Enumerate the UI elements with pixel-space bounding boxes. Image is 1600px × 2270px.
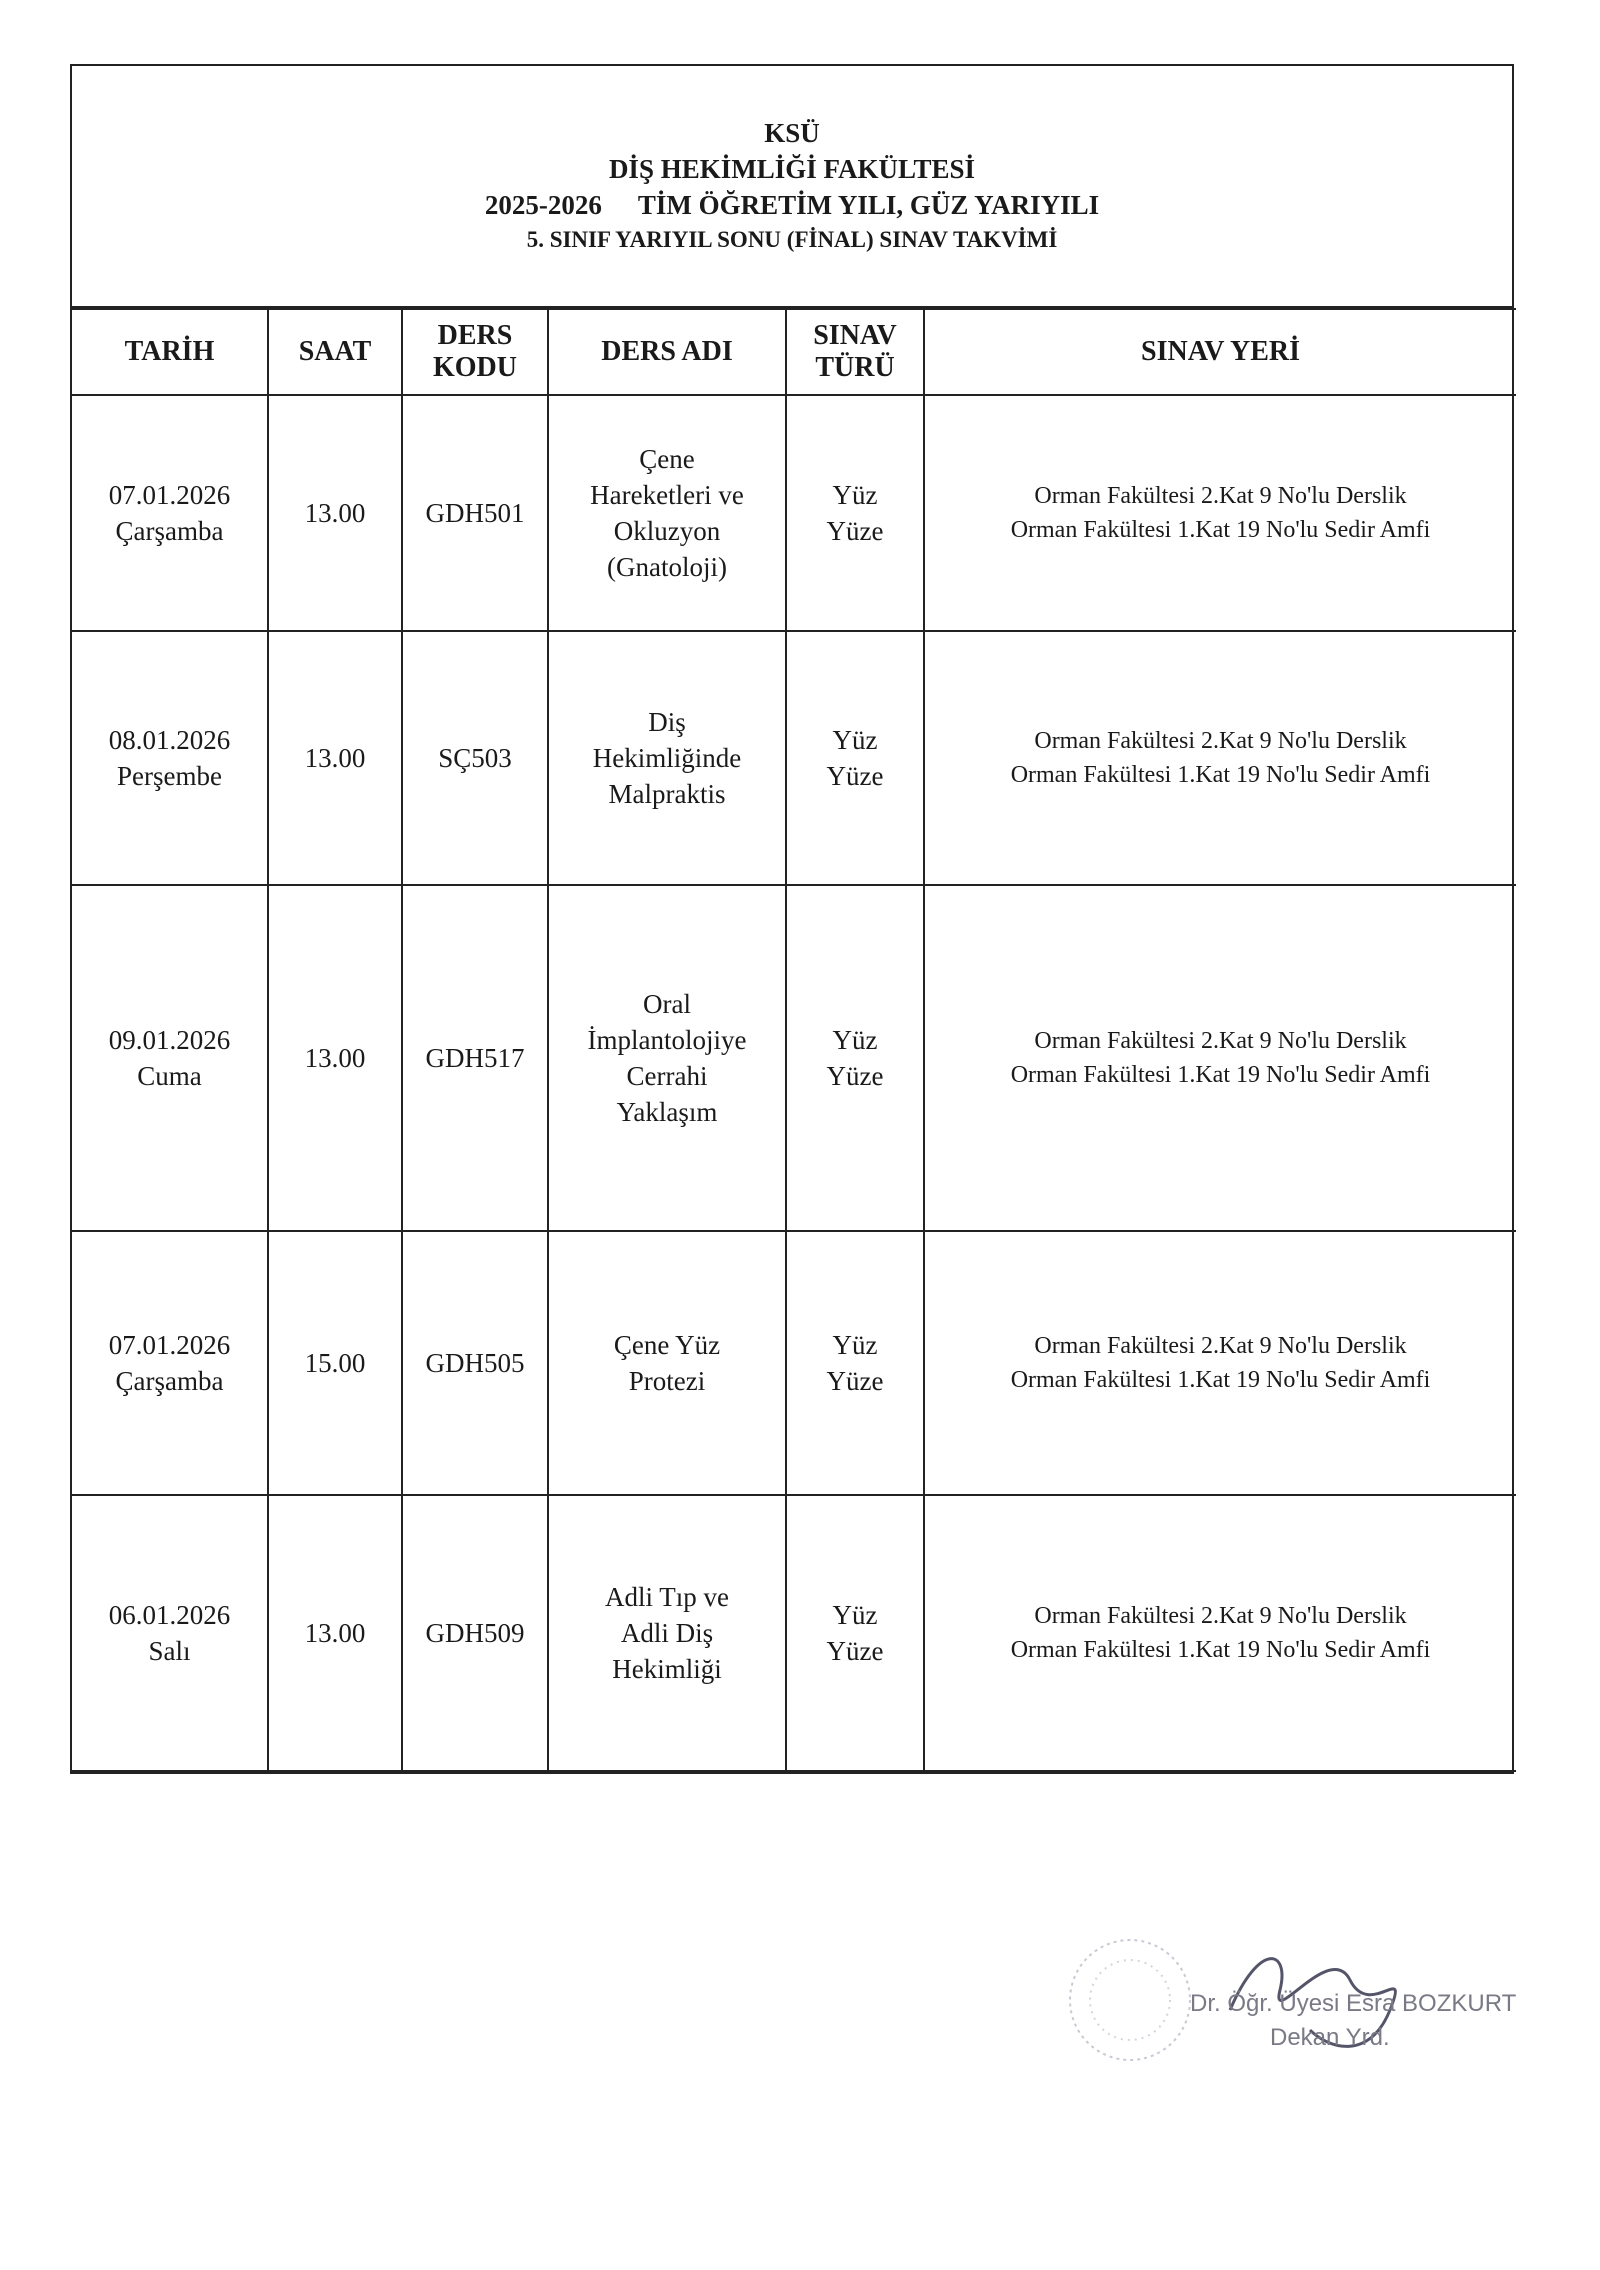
- tarih-cell: [72, 1231, 268, 1495]
- exam-day: Çarşamba: [115, 516, 224, 546]
- course-name-line: (Gnatoloji): [607, 552, 727, 582]
- exam-type-line: Yüz: [832, 1025, 878, 1055]
- exam-schedule-table: [72, 308, 1516, 1772]
- saat-cell: [268, 1495, 402, 1771]
- course-name-line: Protezi: [628, 1366, 706, 1396]
- signatory-name: Dr. Öğr. Üyesi Esra BOZKURT: [1190, 1990, 1517, 2017]
- course-code: SÇ503: [438, 743, 512, 773]
- exam-time: 13.00: [304, 1618, 366, 1648]
- sinav-yeri-cell: [924, 1231, 1516, 1495]
- course-name-line: Oral: [643, 989, 691, 1019]
- document-header: [72, 66, 1512, 308]
- signatory-title: Dekan Yrd.: [1270, 2024, 1390, 2051]
- exam-type-line: Yüze: [826, 1636, 884, 1666]
- exam-location-line: Orman Fakültesi 2.Kat 9 No'lu Derslik: [1034, 483, 1407, 509]
- ders-adi-cell: [548, 631, 786, 885]
- exam-location-line: Orman Fakültesi 2.Kat 9 No'lu Derslik: [1034, 1333, 1407, 1359]
- exam-location-line: Orman Fakültesi 1.Kat 19 No'lu Sedir Amfi: [1010, 762, 1431, 788]
- table-row: [72, 1231, 1516, 1495]
- exam-date: 07.01.2026: [108, 1330, 231, 1360]
- table-row: [72, 1495, 1516, 1771]
- exam-time: 13.00: [304, 1043, 366, 1073]
- sinav-turu-cell: [786, 885, 924, 1231]
- exam-type-line: Yüze: [826, 761, 884, 791]
- sinav-turu-cell: [786, 395, 924, 631]
- document-subtitle: 5. SINIF YARIYIL SONU (FİNAL) SINAV TAKVİMİ: [526, 227, 1058, 252]
- header-ders-kodu: [402, 309, 548, 395]
- saat-cell: [268, 885, 402, 1231]
- exam-day: Perşembe: [117, 761, 222, 791]
- ders-kodu-cell: [402, 395, 548, 631]
- ders-kodu-cell: [402, 631, 548, 885]
- table-row: [72, 885, 1516, 1231]
- course-code: GDH509: [425, 1618, 525, 1648]
- tarih-cell: [72, 631, 268, 885]
- sinav-turu-cell: [786, 1495, 924, 1771]
- course-name-line: Cerrahi: [626, 1061, 708, 1091]
- header-sinav-turu-line2: TÜRÜ: [815, 352, 895, 383]
- exam-date: 07.01.2026: [108, 480, 231, 510]
- sinav-yeri-cell: [924, 1495, 1516, 1771]
- exam-type-line: Yüz: [832, 725, 878, 755]
- table-header-row: [72, 309, 1516, 395]
- course-code: GDH517: [425, 1043, 525, 1073]
- header-saat: SAAT: [268, 309, 402, 395]
- course-code: GDH501: [425, 498, 525, 528]
- exam-date: 06.01.2026: [108, 1600, 231, 1630]
- exam-time: 15.00: [304, 1348, 366, 1378]
- signature-stamp: [1030, 1920, 1530, 2080]
- exam-location-line: Orman Fakültesi 1.Kat 19 No'lu Sedir Amfi: [1010, 1062, 1431, 1088]
- sinav-turu-cell: [786, 1231, 924, 1495]
- ders-kodu-cell: [402, 1231, 548, 1495]
- course-name-line: Hekimliğinde: [592, 743, 742, 773]
- exam-type-line: Yüz: [832, 1330, 878, 1360]
- saat-cell: [268, 395, 402, 631]
- course-name-line: Malpraktis: [608, 779, 726, 809]
- course-name-line: Adli Diş: [620, 1618, 714, 1648]
- header-ders-kodu-line2: KODU: [433, 352, 517, 383]
- header-ders-adi: DERS ADI: [548, 309, 786, 395]
- exam-date: 08.01.2026: [108, 725, 231, 755]
- exam-location-line: Orman Fakültesi 2.Kat 9 No'lu Derslik: [1034, 1028, 1407, 1054]
- header-sinav-turu-line1: SINAV: [813, 320, 897, 351]
- exam-location-line: Orman Fakültesi 1.Kat 19 No'lu Sedir Amfi: [1010, 517, 1431, 543]
- sinav-turu-cell: [786, 631, 924, 885]
- ders-kodu-cell: [402, 1495, 548, 1771]
- exam-time: 13.00: [304, 743, 366, 773]
- exam-location-line: Orman Fakültesi 2.Kat 9 No'lu Derslik: [1034, 1603, 1407, 1629]
- course-name-line: Çene: [639, 444, 695, 474]
- tarih-cell: [72, 885, 268, 1231]
- exam-type-line: Yüz: [832, 1600, 878, 1630]
- exam-type-line: Yüz: [832, 480, 878, 510]
- ders-adi-cell: [548, 395, 786, 631]
- faculty-name: DİŞ HEKİMLİĞİ FAKÜLTESİ: [608, 154, 976, 184]
- ders-adi-cell: [548, 1495, 786, 1771]
- exam-location-line: Orman Fakültesi 2.Kat 9 No'lu Derslik: [1034, 728, 1407, 754]
- saat-cell: [268, 1231, 402, 1495]
- sinav-yeri-cell: [924, 885, 1516, 1231]
- tarih-cell: [72, 395, 268, 631]
- course-name-line: Hareketleri ve: [590, 480, 744, 510]
- course-name-line: Yaklaşım: [616, 1097, 718, 1127]
- sinav-yeri-cell: [924, 395, 1516, 631]
- course-name-line: Adli Tıp ve: [605, 1582, 729, 1612]
- exam-location-line: Orman Fakültesi 1.Kat 19 No'lu Sedir Amfi: [1010, 1367, 1431, 1393]
- course-name-line: Diş: [648, 707, 686, 737]
- saat-cell: [268, 631, 402, 885]
- exam-time: 13.00: [304, 498, 366, 528]
- exam-type-line: Yüze: [826, 1061, 884, 1091]
- semester: TİM ÖĞRETİM YILI, GÜZ YARIYILI: [637, 190, 1100, 220]
- header-tarih: TARİH: [72, 309, 268, 395]
- header-sinav-turu: [786, 309, 924, 395]
- header-sinav-yeri: SINAV YERİ: [924, 309, 1516, 395]
- course-code: GDH505: [425, 1348, 525, 1378]
- ders-kodu-cell: [402, 885, 548, 1231]
- sinav-yeri-cell: [924, 631, 1516, 885]
- table-row: [72, 395, 1516, 631]
- exam-day: Cuma: [137, 1061, 202, 1091]
- header-ders-kodu-line1: DERS: [437, 320, 513, 351]
- course-name-line: İmplantolojiye: [587, 1025, 747, 1055]
- academic-year: 2025-2026: [484, 190, 602, 220]
- course-name-line: Okluzyon: [613, 516, 721, 546]
- exam-location-line: Orman Fakültesi 1.Kat 19 No'lu Sedir Amfi: [1010, 1637, 1431, 1663]
- course-name-line: Hekimliği: [612, 1654, 722, 1684]
- exam-day: Salı: [148, 1636, 191, 1666]
- exam-day: Çarşamba: [115, 1366, 224, 1396]
- academic-year-line: [485, 187, 1099, 223]
- tarih-cell: [72, 1495, 268, 1771]
- exam-type-line: Yüze: [826, 516, 884, 546]
- exam-type-line: Yüze: [826, 1366, 884, 1396]
- table-row: [72, 631, 1516, 885]
- ders-adi-cell: [548, 885, 786, 1231]
- ders-adi-cell: [548, 1231, 786, 1495]
- exam-schedule-document: [70, 64, 1514, 1774]
- course-name-line: Çene Yüz: [613, 1330, 721, 1360]
- university-name: KSÜ: [764, 118, 820, 148]
- exam-date: 09.01.2026: [108, 1025, 231, 1055]
